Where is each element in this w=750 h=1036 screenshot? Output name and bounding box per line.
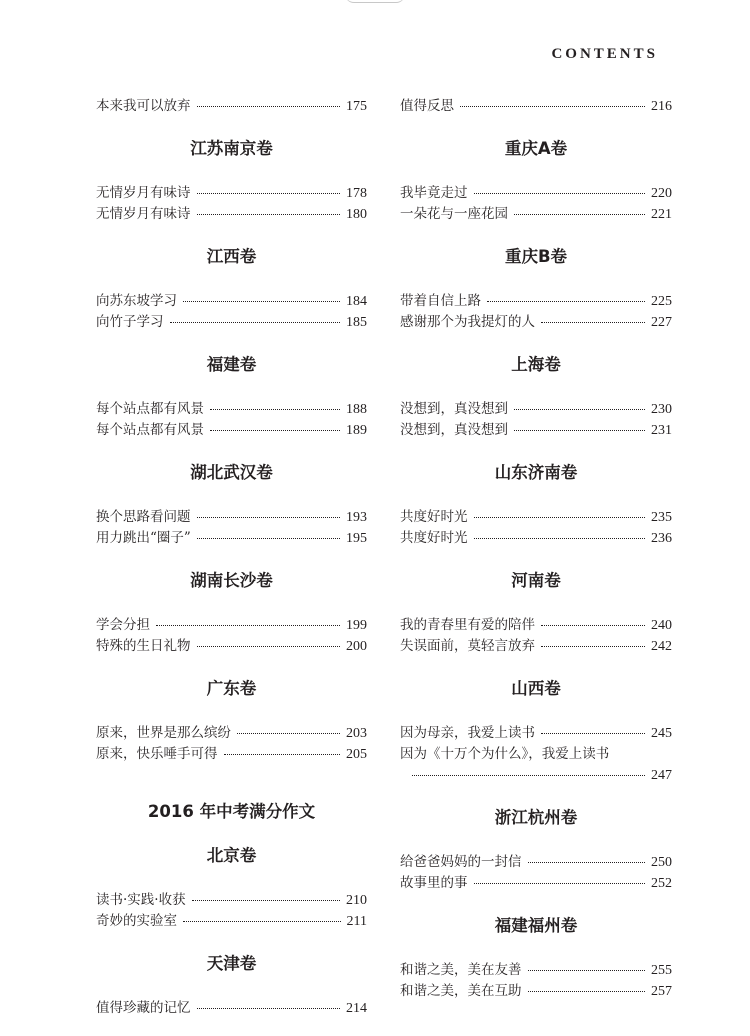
- toc-left-column: [96, 96, 367, 1019]
- leader-dots: [197, 538, 340, 539]
- toc-entry[interactable]: 每个站点都有风景 188: [96, 399, 367, 420]
- page-number: 214: [346, 1001, 367, 1016]
- toc-entry[interactable]: 无情岁月有味诗 178: [96, 183, 367, 204]
- section-heading: 重庆A卷: [504, 139, 568, 158]
- toc-entry[interactable]: 因为母亲，我爱上读书 245: [400, 723, 672, 744]
- toc-entry[interactable]: 向竹子学习 185: [96, 312, 367, 333]
- page-number: 200: [346, 639, 367, 654]
- toc-right-column: [400, 96, 672, 1002]
- page-number: 185: [346, 315, 367, 330]
- leader-dots: [460, 106, 645, 107]
- leader-dots: [412, 775, 645, 776]
- toc-entry[interactable]: 原来，快乐唾手可得 205: [96, 744, 367, 765]
- page-number: 240: [651, 618, 672, 633]
- page-number: 188: [346, 402, 367, 417]
- page-number: 178: [346, 186, 367, 201]
- toc-entry[interactable]: 没想到，真没想到 230: [400, 399, 672, 420]
- toc-entry[interactable]: 值得珍藏的记忆 214: [96, 998, 367, 1019]
- leader-dots: [514, 214, 645, 215]
- page-number: 175: [346, 99, 367, 114]
- toc-entry[interactable]: 每个站点都有风景 189: [96, 420, 367, 441]
- toc-entry[interactable]: 我的青春里有爱的陪伴 240: [400, 615, 672, 636]
- toc-entry[interactable]: 换个思路看问题 193: [96, 507, 367, 528]
- leader-dots: [474, 538, 646, 539]
- leader-dots: [541, 733, 645, 734]
- page-number: 231: [651, 423, 672, 438]
- toc-entry[interactable]: 特殊的生日礼物 200: [96, 636, 367, 657]
- page-number: 236: [651, 531, 672, 546]
- section-heading: 福建福州卷: [494, 916, 578, 935]
- section-heading: 福建卷: [206, 355, 257, 374]
- page-number: 255: [651, 963, 672, 978]
- leader-dots: [197, 193, 341, 194]
- leader-dots: [541, 322, 645, 323]
- section-heading: 山西卷: [511, 679, 561, 698]
- toc-entry[interactable]: 值得反思 216: [400, 96, 672, 117]
- page-number: 245: [651, 726, 672, 741]
- leader-dots: [197, 646, 341, 647]
- page-number: 195: [346, 531, 367, 546]
- page-number: 242: [651, 639, 672, 654]
- leader-dots: [541, 625, 645, 626]
- page-number: 225: [651, 294, 672, 309]
- page-number: 252: [651, 876, 672, 891]
- section-heading: 山东济南卷: [494, 463, 578, 482]
- page-number: 193: [346, 510, 367, 525]
- section-heading: 湖北武汉卷: [190, 463, 273, 482]
- toc-entry[interactable]: 原来，世界是那么缤纷 203: [96, 723, 367, 744]
- section-heading: 湖南长沙卷: [190, 571, 273, 590]
- page-number: 250: [651, 855, 672, 870]
- leader-dots: [237, 733, 340, 734]
- leader-dots: [197, 1008, 341, 1009]
- leader-dots: [210, 409, 340, 410]
- section-heading: 江西卷: [206, 247, 257, 266]
- leader-dots: [170, 322, 341, 323]
- section-heading: 北京卷: [206, 846, 257, 865]
- leader-dots: [474, 517, 646, 518]
- toc-entry[interactable]: 学会分担 199: [96, 615, 367, 636]
- leader-dots: [474, 193, 646, 194]
- page-number: 227: [651, 315, 672, 330]
- toc-entry[interactable]: 没想到，真没想到 231: [400, 420, 672, 441]
- leader-dots: [210, 430, 340, 431]
- page-number: 247: [651, 768, 672, 783]
- toc-entry[interactable]: 奇妙的实验室 211: [96, 911, 367, 932]
- toc-entry[interactable]: 失误面前，莫轻言放弃 242: [400, 636, 672, 657]
- toc-entry[interactable]: 用力跳出“圈子” 195: [96, 528, 367, 549]
- toc-entry[interactable]: 感谢那个为我提灯的人 227: [400, 312, 672, 333]
- page-number: 199: [346, 618, 367, 633]
- leader-dots: [197, 517, 341, 518]
- contents-header: CONTENTS: [551, 46, 658, 62]
- toc-entry[interactable]: 共度好时光 236: [400, 528, 672, 549]
- section-heading: 重庆B卷: [504, 247, 568, 266]
- toc-entry[interactable]: 向苏东坡学习 184: [96, 291, 367, 312]
- leader-dots: [197, 106, 341, 107]
- leader-dots: [514, 409, 645, 410]
- leader-dots: [528, 970, 646, 971]
- section-heading: 天津卷: [206, 954, 257, 973]
- page-number: 180: [346, 207, 367, 222]
- leader-dots: [183, 301, 340, 302]
- page-top-decoration: [345, 0, 405, 3]
- leader-dots: [156, 625, 340, 626]
- page-number: 211: [346, 914, 367, 929]
- page-number: 235: [651, 510, 672, 525]
- page-number: 205: [346, 747, 367, 762]
- page-number: 189: [346, 423, 367, 438]
- leader-dots: [528, 991, 646, 992]
- page-number: 216: [651, 99, 672, 114]
- toc-entry[interactable]: 带着自信上路 225: [400, 291, 672, 312]
- page-number: 203: [346, 726, 367, 741]
- toc-entry[interactable]: 一朵花与一座花园 221: [400, 204, 672, 225]
- page-number: 220: [651, 186, 672, 201]
- toc-entry[interactable]: 无情岁月有味诗 180: [96, 204, 367, 225]
- leader-dots: [541, 646, 645, 647]
- leader-dots: [224, 754, 341, 755]
- page-number: 184: [346, 294, 367, 309]
- toc-entry[interactable]: 和谐之美，美在互助 257: [400, 981, 672, 1002]
- toc-entry[interactable]: 读书·实践·收获 210: [96, 890, 367, 911]
- section-heading: 广东卷: [206, 679, 257, 698]
- leader-dots: [474, 883, 646, 884]
- toc-entry[interactable]: 本来我可以放弃 175: [96, 96, 367, 117]
- page-number: 221: [651, 207, 672, 222]
- section-heading: 上海卷: [511, 355, 561, 374]
- toc-entry[interactable]: 共度好时光 235: [400, 507, 672, 528]
- toc-entry[interactable]: 故事里的事 252: [400, 873, 672, 894]
- page-number: 210: [346, 893, 367, 908]
- leader-dots: [192, 900, 340, 901]
- section-heading: 河南卷: [511, 571, 561, 590]
- part-title: 2016 年中考满分作文: [147, 802, 316, 821]
- leader-dots: [528, 862, 646, 863]
- toc-entry[interactable]: 和谐之美，美在友善 255: [400, 960, 672, 981]
- toc-entry[interactable]: 我毕竟走过 220: [400, 183, 672, 204]
- leader-dots: [197, 214, 341, 215]
- leader-dots: [514, 430, 645, 431]
- toc-entry[interactable]: 给爸爸妈妈的一封信 250: [400, 852, 672, 873]
- toc-entry-multiline[interactable]: 因为《十万个为什么》，我爱上读书 247: [400, 744, 672, 786]
- page-number: 230: [651, 402, 672, 417]
- leader-dots: [183, 921, 341, 922]
- page-number: 257: [651, 984, 672, 999]
- leader-dots: [487, 301, 645, 302]
- section-heading: 江苏南京卷: [190, 139, 273, 158]
- section-heading: 浙江杭州卷: [494, 808, 578, 827]
